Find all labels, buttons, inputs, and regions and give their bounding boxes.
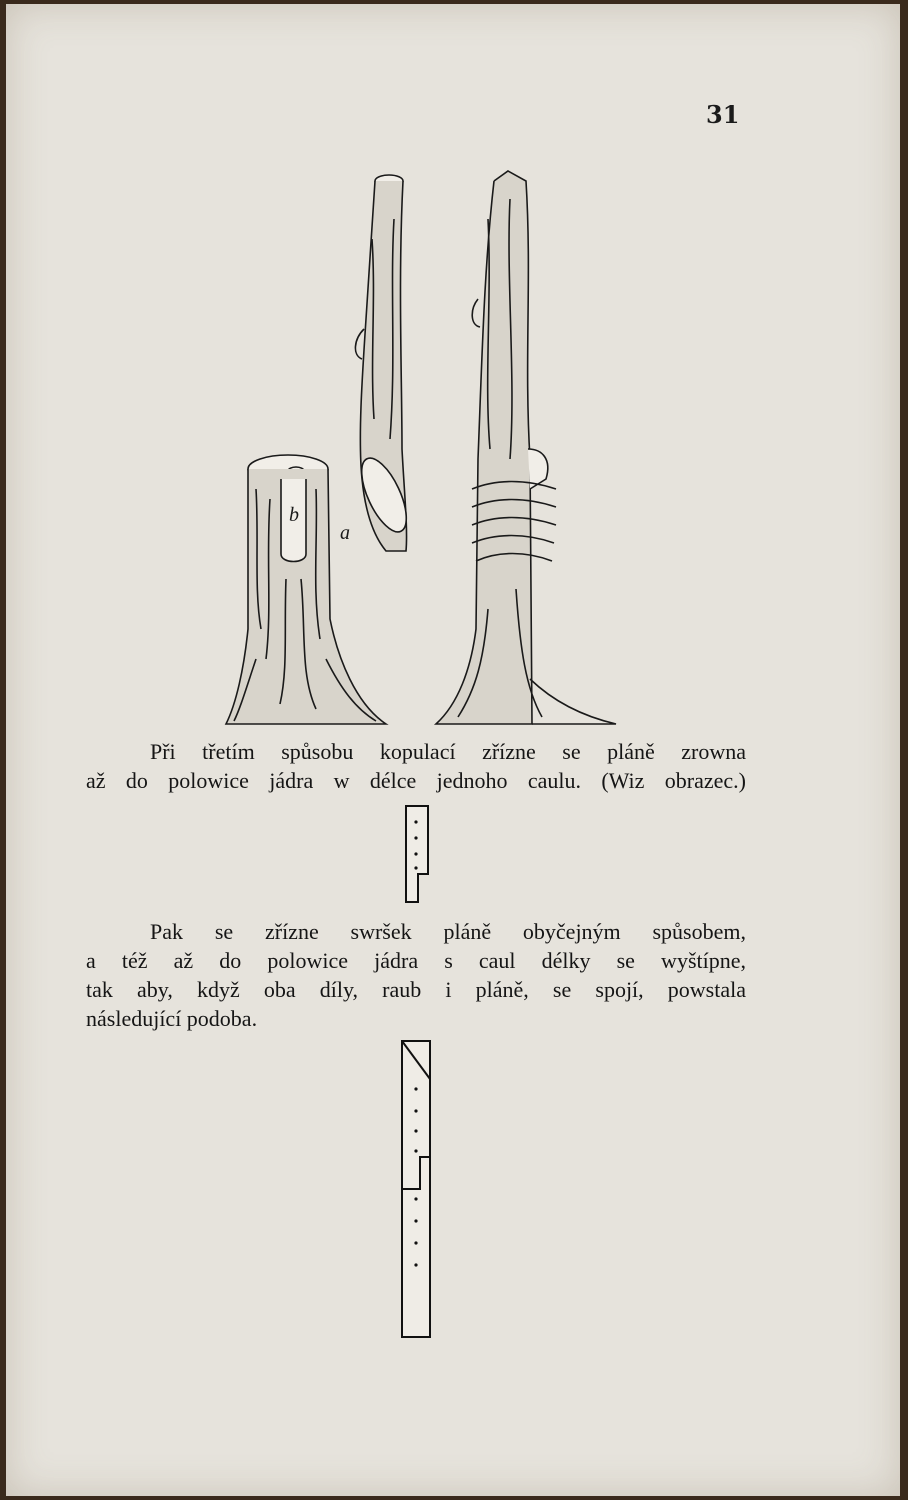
joined-graft-drawing	[436, 171, 616, 724]
page-number: 31	[706, 100, 740, 129]
paragraph-third-method	[86, 737, 746, 795]
book-page	[6, 4, 900, 1496]
svg-text:b: b	[289, 504, 299, 526]
joined-cut-diagram	[400, 1039, 436, 1339]
paragraph-stock-cut	[86, 917, 746, 1033]
scion-drawing	[340, 175, 415, 551]
text-line: Při třetím spůsobu kopulací zřízne se pláně zrowna	[150, 739, 746, 764]
stock-drawing	[226, 455, 386, 724]
text-line: tak aby, když oba díly, raub i pláně, se spojí, powstala	[86, 977, 746, 1002]
text-line: a též až do polowice jádra s caul délky se wyštípne,	[86, 948, 746, 973]
text-line: až do polowice jádra w délce jednoho caulu. (Wiz obrazec.)	[86, 768, 746, 793]
cut-diagram	[404, 804, 434, 904]
text-line: Pak se zřízne swršek pláně obyčejným spůsobem,	[150, 919, 746, 944]
svg-text:a: a	[340, 522, 350, 544]
grafting-illustration	[226, 159, 636, 734]
text-line: následující podoba.	[86, 1006, 258, 1031]
